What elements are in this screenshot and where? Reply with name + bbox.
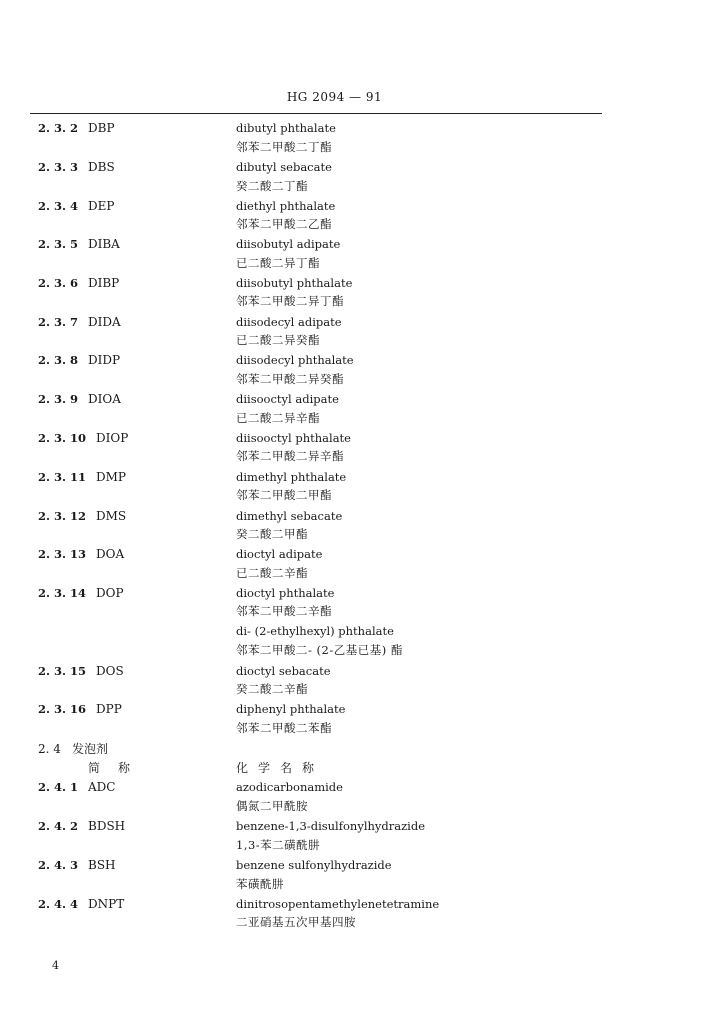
entry-chinese-name: 已二酸二辛酯 [236, 566, 308, 580]
entry-row [0, 274, 701, 292]
entry-row-alt-cn [0, 641, 701, 659]
entry-row-cn [0, 913, 701, 931]
entry-number: 2. 4. 3 [38, 858, 79, 872]
entry-number: 2. 3. 9 [38, 392, 79, 406]
entry-abbreviation: DPP [96, 702, 122, 716]
entry-chinese-name: 邻苯二甲酸二辛酯 [236, 604, 332, 618]
column-headers [0, 759, 701, 777]
entry-row [0, 662, 701, 680]
entry-row-cn [0, 447, 701, 465]
entry-number: 2. 3. 16 [38, 702, 87, 716]
entry-chinese-name: 已二酸二异辛酯 [236, 411, 320, 425]
entry-abbreviation: ADC [88, 780, 116, 794]
entry-number: 2. 3. 2 [38, 121, 79, 135]
entry-row-cn [0, 331, 701, 349]
entry-chinese-name: 邻苯二甲酸二苯酯 [236, 721, 332, 735]
entry-english-name: diphenyl phthalate [236, 702, 346, 716]
entry-row-cn [0, 177, 701, 195]
entry-row-cn [0, 292, 701, 310]
entry-chinese-name: 邻苯二甲酸二丁酯 [236, 140, 332, 154]
entry-row [0, 197, 701, 215]
entry-number: 2. 3. 15 [38, 664, 87, 678]
entry-abbreviation: DNPT [88, 897, 125, 911]
entry-row-cn [0, 875, 701, 893]
entry-english-name: dimethyl phthalate [236, 470, 347, 484]
entry-abbreviation: DIBA [88, 237, 120, 251]
entry-chinese-name: 偶氮二甲酰胺 [236, 799, 308, 813]
section-title: 发泡剂 [72, 742, 109, 756]
entry-english-name: diethyl phthalate [236, 199, 336, 213]
entry-number: 2. 4. 1 [38, 780, 79, 794]
entry-row-cn [0, 680, 701, 698]
entry-row-cn [0, 564, 701, 582]
entry-row-cn [0, 797, 701, 815]
entry-row [0, 235, 701, 253]
entry-row [0, 856, 701, 874]
entry-row-alt [0, 622, 701, 640]
entry-chinese-name: 1,3-苯二磺酰肼 [236, 838, 321, 852]
entry-row [0, 390, 701, 408]
entry-abbreviation: DIDP [88, 353, 121, 367]
entry-number: 2. 3. 10 [38, 431, 87, 445]
entry-abbreviation: DBP [88, 121, 115, 135]
entry-abbreviation: DOA [96, 547, 125, 561]
section-number: 2. 4 [38, 742, 61, 756]
entry-chinese-name: 邻苯二甲酸二异辛酯 [236, 449, 344, 463]
entry-english-name: dioctyl phthalate [236, 586, 335, 600]
header-rule [30, 113, 602, 114]
entry-chinese-name: 邻苯二甲酸二异癸酯 [236, 372, 344, 386]
entry-number: 2. 4. 4 [38, 897, 79, 911]
entry-abbreviation: DEP [88, 199, 115, 213]
entry-row [0, 313, 701, 331]
entry-abbreviation: DOP [96, 586, 124, 600]
entry-english-name: dibutyl phthalate [236, 121, 336, 135]
entry-abbreviation: BSH [88, 858, 116, 872]
entry-number: 2. 4. 2 [38, 819, 79, 833]
entry-row [0, 429, 701, 447]
entry-english-name: diisodecyl adipate [236, 315, 342, 329]
entry-abbreviation: DMP [96, 470, 126, 484]
entry-number: 2. 3. 5 [38, 237, 79, 251]
entry-row [0, 351, 701, 369]
entry-english-name: benzene sulfonylhydrazide [236, 858, 392, 872]
entry-row-cn [0, 719, 701, 737]
entry-chinese-name: 已二酸二异癸酯 [236, 333, 320, 347]
entry-row [0, 119, 701, 137]
entry-english-name: dioctyl sebacate [236, 664, 331, 678]
entry-english-name: diisooctyl phthalate [236, 431, 351, 445]
entry-abbreviation: DBS [88, 160, 115, 174]
entry-english-name: diisobutyl adipate [236, 237, 341, 251]
entry-number: 2. 3. 8 [38, 353, 79, 367]
entry-chinese-alt-name: 邻苯二甲酸二- (2-乙基已基) 酯 [236, 643, 403, 657]
entry-abbreviation: DIOA [88, 392, 121, 406]
entry-abbreviation: BDSH [88, 819, 126, 833]
entry-row-cn [0, 409, 701, 427]
entry-english-name: dimethyl sebacate [236, 509, 343, 523]
entry-row [0, 468, 701, 486]
entry-chinese-name: 癸二酸二甲酯 [236, 527, 308, 541]
entry-row [0, 895, 701, 913]
entry-abbreviation: DIDA [88, 315, 121, 329]
entry-row [0, 700, 701, 718]
entry-number: 2. 3. 7 [38, 315, 79, 329]
entry-english-name: dioctyl adipate [236, 547, 323, 561]
entry-number: 2. 3. 13 [38, 547, 87, 561]
entry-number: 2. 3. 4 [38, 199, 79, 213]
entry-row [0, 584, 701, 602]
entry-row-cn [0, 215, 701, 233]
entry-row-cn [0, 370, 701, 388]
entry-chinese-name: 苯磺酰肼 [236, 877, 284, 891]
entry-abbreviation: DIBP [88, 276, 120, 290]
entry-row-cn [0, 602, 701, 620]
entry-row [0, 158, 701, 176]
entry-row-cn [0, 138, 701, 156]
entry-english-name: azodicarbonamide [236, 780, 343, 794]
entry-english-name: dibutyl sebacate [236, 160, 332, 174]
page-number: 4 [52, 959, 59, 972]
entry-number: 2. 3. 11 [38, 470, 87, 484]
column-header-abbreviation: 简称 [88, 761, 149, 775]
document-code: HG 2094 — 91 [286, 90, 383, 104]
entry-number: 2. 3. 6 [38, 276, 79, 290]
section-heading [0, 740, 701, 758]
entry-english-name: benzene-1,3-disulfonylhydrazide [236, 819, 426, 833]
entry-row-cn [0, 254, 701, 272]
entry-row-cn [0, 525, 701, 543]
entry-english-name: dinitrosopentamethylenetetramine [236, 897, 440, 911]
entry-chinese-name: 已二酸二异丁酯 [236, 256, 320, 270]
entry-row [0, 817, 701, 835]
column-header-chemical-name: 化学名称 [236, 761, 325, 775]
entry-english-name: diisobutyl phthalate [236, 276, 353, 290]
entry-chinese-name: 邻苯二甲酸二甲酯 [236, 488, 332, 502]
entry-english-name: diisodecyl phthalate [236, 353, 354, 367]
entry-chinese-name: 癸二酸二辛酯 [236, 682, 308, 696]
entry-chinese-name: 癸二酸二丁酯 [236, 179, 308, 193]
entry-abbreviation: DOS [96, 664, 124, 678]
entry-english-alt-name: di- (2-ethylhexyl) phthalate [236, 624, 394, 638]
entry-number: 2. 3. 14 [38, 586, 87, 600]
entry-row [0, 507, 701, 525]
entry-abbreviation: DMS [96, 509, 127, 523]
page-header [0, 90, 685, 108]
entry-row [0, 778, 701, 796]
entry-chinese-name: 二亚硝基五次甲基四胺 [236, 915, 356, 929]
entry-row-cn [0, 836, 701, 854]
entry-row-cn [0, 486, 701, 504]
entry-chinese-name: 邻苯二甲酸二异丁酯 [236, 294, 344, 308]
entry-chinese-name: 邻苯二甲酸二乙酯 [236, 217, 332, 231]
entry-abbreviation: DIOP [96, 431, 129, 445]
entry-english-name: diisooctyl adipate [236, 392, 339, 406]
entry-row [0, 545, 701, 563]
entry-number: 2. 3. 3 [38, 160, 79, 174]
entry-number: 2. 3. 12 [38, 509, 87, 523]
